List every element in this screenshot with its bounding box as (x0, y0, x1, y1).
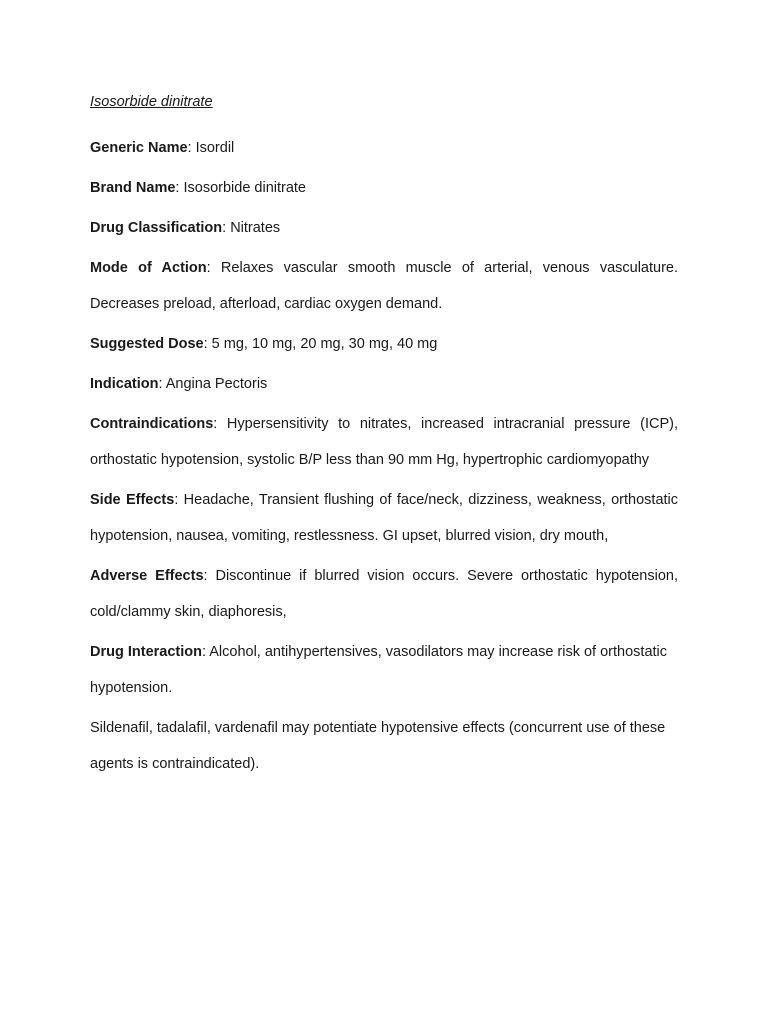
generic-name-field (90, 130, 678, 166)
field-label: Indication (90, 376, 159, 392)
document-page (90, 90, 678, 792)
field-label: Side Effects (90, 492, 175, 508)
field-value: : Hypersensitivity to nitrates, increased intracranial pressure (ICP), orthostatic hypotension, systolic B/P less than 90 mm Hg, hypertrophic cardiomyopathy (90, 416, 678, 468)
field-label: Generic Name (90, 140, 188, 156)
field-label: Mode of Action (90, 260, 207, 276)
drug-interaction-field (90, 634, 678, 706)
field-value: : Angina Pectoris (158, 376, 268, 392)
field-value: : Relaxes vascular smooth muscle of arterial, venous vasculature. Decreases preload, afterload, cardiac oxygen demand. (90, 260, 678, 312)
brand-name-field (90, 170, 678, 206)
suggested-dose-field (90, 326, 678, 362)
field-label: Adverse Effects (90, 568, 204, 584)
field-value: : Discontinue if blurred vision occurs. Severe orthostatic hypotension, cold/clammy skin, diaphoresis, (90, 568, 679, 620)
adverse-effects-field (90, 558, 678, 630)
field-value: : Isordil (187, 140, 235, 156)
drug-classification-field (90, 210, 678, 246)
field-value: : Nitrates (222, 220, 281, 236)
field-value: : 5 mg, 10 mg, 20 mg, 30 mg, 40 mg (203, 336, 438, 352)
mode-of-action-field (90, 250, 678, 322)
interaction-note: Sildenafil, tadalafil, vardenafil may potentiate hypotensive effects (concurrent use of these agents is contraindicated). (90, 720, 666, 772)
contraindications-field (90, 406, 678, 478)
field-label: Drug Interaction (90, 644, 202, 660)
document-title: Isosorbide dinitrate (90, 94, 213, 110)
indication-field (90, 366, 678, 402)
field-value: : Alcohol, antihypertensives, vasodilators may increase risk of orthostatic hypotension. (90, 644, 668, 696)
field-value: : Headache, Transient flushing of face/neck, dizziness, weakness, orthostatic hypotension, nausea, vomiting, restlessness. GI upset, blurred vision, dry mouth, (90, 492, 679, 544)
field-label: Contraindications (90, 416, 214, 432)
side-effects-field (90, 482, 678, 554)
field-label: Brand Name (90, 180, 176, 196)
field-label: Drug Classification (90, 220, 223, 236)
field-value: : Isosorbide dinitrate (175, 180, 306, 196)
field-label: Suggested Dose (90, 336, 204, 352)
